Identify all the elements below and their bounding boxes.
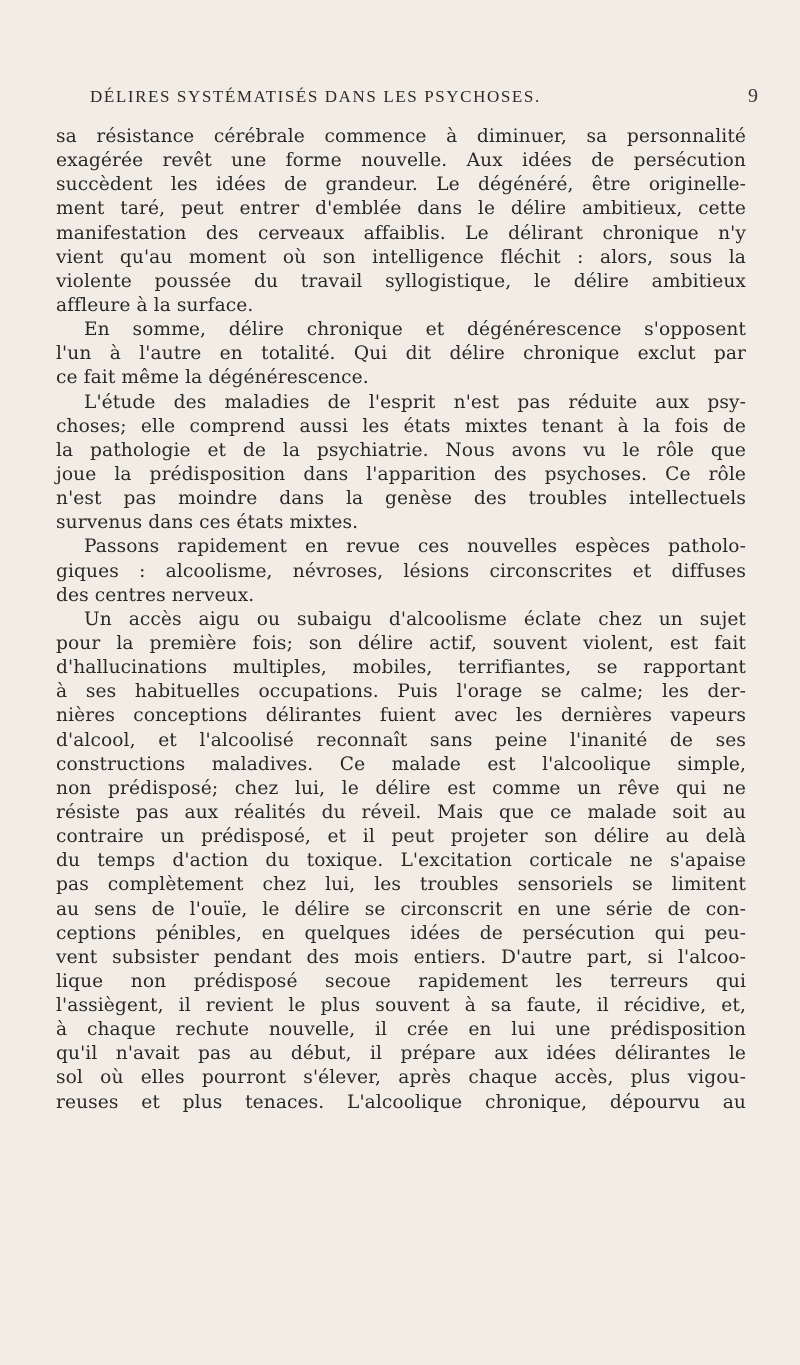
text-line: succèdent les idées de grandeur. Le dégénéré, être originelle- [56, 174, 746, 196]
running-title: DÉLIRES SYSTÉMATISÉS DANS LES PSYCHOSES. [90, 87, 541, 106]
text-line: du temps d'action du toxique. L'excitation corticale ne s'apaise [56, 850, 746, 872]
text-line: constructions maladives. Ce malade est l'alcoolique simple, [56, 753, 746, 775]
text-line: sol où elles pourront s'élever, après chaque accès, plus vigou- [56, 1067, 746, 1089]
text-line: giques : alcoolisme, névroses, lésions circonscrites et diffuses [56, 560, 746, 582]
text-line: contraire un prédisposé, et il peut projeter son délire au delà [56, 826, 746, 848]
body-text [56, 125, 746, 1115]
text-line: résiste pas aux réalités du réveil. Mais que ce malade soit au [56, 801, 746, 823]
text-line: à chaque rechute nouvelle, il crée en lui une prédisposition [56, 1019, 746, 1041]
text-line: lique non prédisposé secoue rapidement les terreurs qui [56, 970, 746, 992]
text-line: violente poussée du travail syllogistique, le délire ambitieux [56, 270, 746, 292]
text-line: affleure à la surface. [56, 294, 254, 316]
text-line: manifestation des cerveaux affaiblis. Le délirant chronique n'y [56, 222, 746, 244]
text-line: joue la prédisposition dans l'apparition des psychoses. Ce rôle [56, 463, 746, 485]
text-line: choses; elle comprend aussi les états mixtes tenant à la fois de [56, 415, 746, 437]
text-line: reuses et plus tenaces. L'alcoolique chronique, dépourvu au [56, 1091, 746, 1113]
page-number: 9 [748, 85, 758, 107]
text-line: Un accès aigu ou subaigu d'alcoolisme éclate chez un sujet [84, 608, 746, 630]
text-line: Passons rapidement en revue ces nouvelles espèces patholo- [84, 536, 746, 558]
text-line: exagérée revêt une forme nouvelle. Aux idées de persécution [56, 150, 746, 172]
text-line: sa résistance cérébrale commence à diminuer, sa personnalité [56, 126, 746, 147]
text-line: qu'il n'avait pas au début, il prépare aux idées délirantes le [56, 1043, 746, 1065]
text-line: au sens de l'ouïe, le délire se circonscrit en une série de con- [56, 898, 746, 920]
text-line: vent subsister pendant des mois entiers. D'autre part, si l'alcoo- [56, 946, 746, 968]
text-line: d'alcool, et l'alcoolisé reconnaît sans peine l'inanité de ses [56, 729, 746, 751]
text-line: pour la première fois; son délire actif, souvent violent, est fait [56, 632, 746, 654]
text-line: L'étude des maladies de l'esprit n'est pas réduite aux psy- [84, 391, 746, 413]
text-line: ment taré, peut entrer d'emblée dans le délire ambitieux, cette [56, 198, 746, 220]
text-line: En somme, délire chronique et dégénérescence s'opposent [84, 319, 746, 341]
text-line: à ses habituelles occupations. Puis l'orage se calme; les der- [56, 681, 746, 703]
text-line: nières conceptions délirantes fuient avec les dernières vapeurs [56, 705, 746, 727]
text-line: non prédisposé; chez lui, le délire est comme un rêve qui ne [56, 777, 746, 799]
text-line: d'hallucinations multiples, mobiles, terrifiantes, se rapportant [56, 657, 746, 679]
text-line: l'assiègent, il revient le plus souvent à sa faute, il récidive, et, [56, 995, 746, 1017]
text-line: n'est pas moindre dans la genèse des troubles intellectuels [56, 488, 746, 510]
text-line: survenus dans ces états mixtes. [56, 512, 359, 534]
text-line: pas complètement chez lui, les troubles sensoriels se limitent [56, 874, 746, 896]
text-line: ce fait même la dégénérescence. [56, 367, 369, 389]
text-line: la pathologie et de la psychiatrie. Nous avons vu le rôle que [56, 439, 746, 461]
text-line: l'un à l'autre en totalité. Qui dit délire chronique exclut par [56, 343, 746, 365]
text-line: ceptions pénibles, en quelques idées de persécution qui peu- [56, 922, 746, 944]
running-head [90, 87, 758, 111]
text-line: des centres nerveux. [56, 584, 255, 606]
text-line: vient qu'au moment où son intelligence fléchit : alors, sous la [56, 246, 746, 268]
